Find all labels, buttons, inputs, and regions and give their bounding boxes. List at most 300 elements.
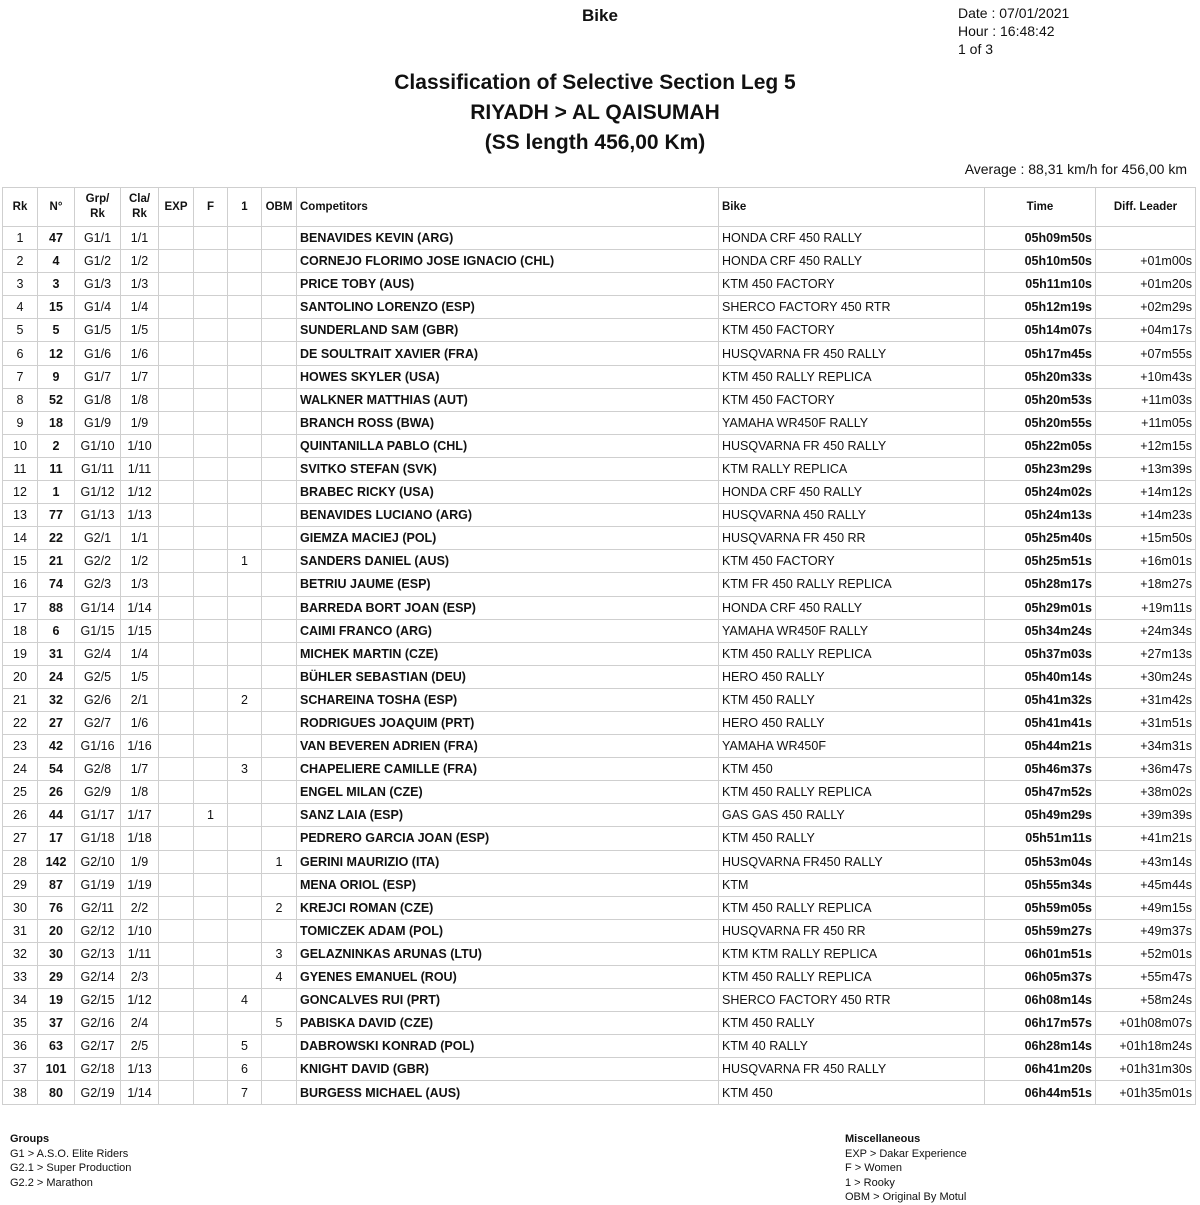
table-row bbox=[3, 573, 1196, 596]
competitor-cell: GYENES EMANUEL (ROU) bbox=[297, 966, 719, 989]
rank-cell: 28 bbox=[3, 850, 38, 873]
group-rank-cell: G1/1 bbox=[75, 227, 121, 250]
exp-cell bbox=[159, 827, 194, 850]
obm-cell bbox=[262, 227, 297, 250]
average-speed: Average : 88,31 km/h for 456,00 km bbox=[964, 161, 1187, 177]
rank-cell: 2 bbox=[3, 250, 38, 273]
exp-cell bbox=[159, 481, 194, 504]
diff-leader-cell: +15m50s bbox=[1096, 527, 1196, 550]
exp-cell bbox=[159, 989, 194, 1012]
number-cell: 9 bbox=[38, 365, 75, 388]
competitor-cell: SUNDERLAND SAM (GBR) bbox=[297, 319, 719, 342]
rooky-cell bbox=[228, 296, 262, 319]
table-row bbox=[3, 457, 1196, 480]
rank-cell: 17 bbox=[3, 596, 38, 619]
bike-cell: KTM 450 RALLY REPLICA bbox=[719, 896, 985, 919]
bike-cell: HUSQVARNA FR 450 RALLY bbox=[719, 342, 985, 365]
time-cell: 06h05m37s bbox=[985, 966, 1096, 989]
table-row bbox=[3, 273, 1196, 296]
competitor-cell: CAIMI FRANCO (ARG) bbox=[297, 619, 719, 642]
obm-cell bbox=[262, 1058, 297, 1081]
group-rank-cell: G2/13 bbox=[75, 942, 121, 965]
exp-cell bbox=[159, 1081, 194, 1104]
rank-cell: 6 bbox=[3, 342, 38, 365]
diff-leader-cell: +52m01s bbox=[1096, 942, 1196, 965]
group-rank-cell: G1/19 bbox=[75, 873, 121, 896]
table-row bbox=[3, 365, 1196, 388]
obm-cell bbox=[262, 342, 297, 365]
exp-cell bbox=[159, 781, 194, 804]
bike-cell: KTM 450 FACTORY bbox=[719, 319, 985, 342]
bike-cell: YAMAHA WR450F RALLY bbox=[719, 619, 985, 642]
rank-cell: 25 bbox=[3, 781, 38, 804]
rank-cell: 9 bbox=[3, 411, 38, 434]
diff-leader-cell: +11m05s bbox=[1096, 411, 1196, 434]
rooky-cell: 5 bbox=[228, 1035, 262, 1058]
title-line-2: RIYADH > AL QAISUMAH bbox=[470, 101, 720, 124]
group-rank-cell: G2/19 bbox=[75, 1081, 121, 1104]
group-rank-cell: G2/8 bbox=[75, 758, 121, 781]
bike-cell: HONDA CRF 450 RALLY bbox=[719, 481, 985, 504]
women-cell bbox=[194, 1081, 228, 1104]
bike-cell: HONDA CRF 450 RALLY bbox=[719, 250, 985, 273]
women-cell bbox=[194, 388, 228, 411]
title-line-1: Classification of Selective Section Leg 5 bbox=[394, 71, 796, 94]
table-row bbox=[3, 388, 1196, 411]
group-rank-cell: G2/4 bbox=[75, 642, 121, 665]
bike-cell: SHERCO FACTORY 450 RTR bbox=[719, 296, 985, 319]
class-rank-cell: 1/14 bbox=[121, 596, 159, 619]
time-cell: 06h28m14s bbox=[985, 1035, 1096, 1058]
competitor-cell: DE SOULTRAIT XAVIER (FRA) bbox=[297, 342, 719, 365]
table-row bbox=[3, 527, 1196, 550]
category-title: Bike bbox=[582, 6, 618, 25]
table-row bbox=[3, 434, 1196, 457]
women-cell bbox=[194, 1035, 228, 1058]
bike-cell: KTM RALLY REPLICA bbox=[719, 457, 985, 480]
time-cell: 05h40m14s bbox=[985, 665, 1096, 688]
obm-cell bbox=[262, 504, 297, 527]
number-cell: 24 bbox=[38, 665, 75, 688]
rank-cell: 10 bbox=[3, 434, 38, 457]
rooky-cell: 3 bbox=[228, 758, 262, 781]
competitor-cell: DABROWSKI KONRAD (POL) bbox=[297, 1035, 719, 1058]
class-rank-cell: 1/10 bbox=[121, 434, 159, 457]
number-cell: 31 bbox=[38, 642, 75, 665]
competitor-cell: VAN BEVEREN ADRIEN (FRA) bbox=[297, 735, 719, 758]
bike-cell: YAMAHA WR450F RALLY bbox=[719, 411, 985, 434]
class-rank-cell: 1/5 bbox=[121, 665, 159, 688]
competitor-cell: PABISKA DAVID (CZE) bbox=[297, 1012, 719, 1035]
class-rank-cell: 1/10 bbox=[121, 919, 159, 942]
time-cell: 05h20m53s bbox=[985, 388, 1096, 411]
competitor-cell: ENGEL MILAN (CZE) bbox=[297, 781, 719, 804]
obm-cell bbox=[262, 319, 297, 342]
misc-legend-item: F > Women bbox=[845, 1162, 902, 1175]
time-cell: 06h08m14s bbox=[985, 989, 1096, 1012]
bike-cell: HERO 450 RALLY bbox=[719, 711, 985, 734]
class-rank-cell: 1/16 bbox=[121, 735, 159, 758]
number-cell: 1 bbox=[38, 481, 75, 504]
competitor-cell: TOMICZEK ADAM (POL) bbox=[297, 919, 719, 942]
women-cell bbox=[194, 596, 228, 619]
class-rank-cell: 1/11 bbox=[121, 457, 159, 480]
number-cell: 77 bbox=[38, 504, 75, 527]
group-rank-cell: G2/12 bbox=[75, 919, 121, 942]
group-rank-cell: G1/16 bbox=[75, 735, 121, 758]
time-cell: 05h55m34s bbox=[985, 873, 1096, 896]
women-cell bbox=[194, 273, 228, 296]
obm-cell bbox=[262, 781, 297, 804]
col-header-rooky: 1 bbox=[228, 188, 262, 227]
women-cell bbox=[194, 619, 228, 642]
competitor-cell: KREJCI ROMAN (CZE) bbox=[297, 896, 719, 919]
rank-cell: 13 bbox=[3, 504, 38, 527]
table-row bbox=[3, 942, 1196, 965]
bike-cell: HUSQVARNA 450 RALLY bbox=[719, 504, 985, 527]
group-rank-cell: G1/11 bbox=[75, 457, 121, 480]
rooky-cell bbox=[228, 896, 262, 919]
bike-cell: HONDA CRF 450 RALLY bbox=[719, 596, 985, 619]
number-cell: 6 bbox=[38, 619, 75, 642]
bike-cell: KTM FR 450 RALLY REPLICA bbox=[719, 573, 985, 596]
table-row bbox=[3, 966, 1196, 989]
obm-cell bbox=[262, 1081, 297, 1104]
class-rank-cell: 1/6 bbox=[121, 342, 159, 365]
obm-cell bbox=[262, 642, 297, 665]
competitor-cell: SANTOLINO LORENZO (ESP) bbox=[297, 296, 719, 319]
rooky-cell bbox=[228, 504, 262, 527]
diff-leader-cell: +49m37s bbox=[1096, 919, 1196, 942]
rooky-cell bbox=[228, 273, 262, 296]
rooky-cell bbox=[228, 411, 262, 434]
rank-cell: 8 bbox=[3, 388, 38, 411]
time-cell: 05h22m05s bbox=[985, 434, 1096, 457]
diff-leader-cell: +31m42s bbox=[1096, 688, 1196, 711]
competitor-cell: SVITKO STEFAN (SVK) bbox=[297, 457, 719, 480]
number-cell: 15 bbox=[38, 296, 75, 319]
table-row bbox=[3, 1081, 1196, 1104]
competitor-cell: BRANCH ROSS (BWA) bbox=[297, 411, 719, 434]
group-rank-cell: G2/3 bbox=[75, 573, 121, 596]
competitor-cell: GONCALVES RUI (PRT) bbox=[297, 989, 719, 1012]
time-cell: 05h47m52s bbox=[985, 781, 1096, 804]
diff-leader-cell: +24m34s bbox=[1096, 619, 1196, 642]
group-rank-cell: G2/9 bbox=[75, 781, 121, 804]
time-cell: 05h59m05s bbox=[985, 896, 1096, 919]
rooky-cell bbox=[228, 966, 262, 989]
rank-cell: 26 bbox=[3, 804, 38, 827]
obm-cell bbox=[262, 735, 297, 758]
bike-cell: GAS GAS 450 RALLY bbox=[719, 804, 985, 827]
rooky-cell bbox=[228, 596, 262, 619]
rank-cell: 24 bbox=[3, 758, 38, 781]
rooky-cell bbox=[228, 642, 262, 665]
obm-cell bbox=[262, 527, 297, 550]
class-rank-cell: 1/8 bbox=[121, 388, 159, 411]
bike-cell: KTM 450 RALLY REPLICA bbox=[719, 642, 985, 665]
number-cell: 76 bbox=[38, 896, 75, 919]
time-cell: 05h25m51s bbox=[985, 550, 1096, 573]
exp-cell bbox=[159, 665, 194, 688]
exp-cell bbox=[159, 1058, 194, 1081]
misc-legend-title: Miscellaneous bbox=[845, 1133, 921, 1145]
obm-cell bbox=[262, 573, 297, 596]
table-row bbox=[3, 227, 1196, 250]
number-cell: 29 bbox=[38, 966, 75, 989]
class-rank-cell: 1/12 bbox=[121, 989, 159, 1012]
women-cell bbox=[194, 504, 228, 527]
time-cell: 05h24m02s bbox=[985, 481, 1096, 504]
page-number: 1 of 3 bbox=[958, 41, 994, 57]
class-rank-cell: 2/2 bbox=[121, 896, 159, 919]
misc-legend bbox=[845, 1132, 967, 1205]
bike-cell: YAMAHA WR450F bbox=[719, 735, 985, 758]
competitor-cell: QUINTANILLA PABLO (CHL) bbox=[297, 434, 719, 457]
group-rank-cell: G2/15 bbox=[75, 989, 121, 1012]
time-cell: 05h53m04s bbox=[985, 850, 1096, 873]
diff-leader-cell: +14m12s bbox=[1096, 481, 1196, 504]
group-rank-cell: G2/5 bbox=[75, 665, 121, 688]
obm-cell: 4 bbox=[262, 966, 297, 989]
bike-cell: KTM 450 RALLY bbox=[719, 688, 985, 711]
women-cell bbox=[194, 758, 228, 781]
obm-cell bbox=[262, 711, 297, 734]
competitor-cell: PEDRERO GARCIA JOAN (ESP) bbox=[297, 827, 719, 850]
group-rank-cell: G2/16 bbox=[75, 1012, 121, 1035]
exp-cell bbox=[159, 850, 194, 873]
group-rank-cell: G2/7 bbox=[75, 711, 121, 734]
rooky-cell bbox=[228, 942, 262, 965]
rooky-cell bbox=[228, 481, 262, 504]
women-cell bbox=[194, 711, 228, 734]
competitor-cell: KNIGHT DAVID (GBR) bbox=[297, 1058, 719, 1081]
competitor-cell: SCHAREINA TOSHA (ESP) bbox=[297, 688, 719, 711]
rank-cell: 11 bbox=[3, 457, 38, 480]
diff-leader-cell: +55m47s bbox=[1096, 966, 1196, 989]
number-cell: 42 bbox=[38, 735, 75, 758]
number-cell: 142 bbox=[38, 850, 75, 873]
group-rank-cell: G1/14 bbox=[75, 596, 121, 619]
women-cell bbox=[194, 411, 228, 434]
exp-cell bbox=[159, 365, 194, 388]
table-row bbox=[3, 342, 1196, 365]
obm-cell bbox=[262, 296, 297, 319]
diff-leader-cell: +01h08m07s bbox=[1096, 1012, 1196, 1035]
title-line-3: (SS length 456,00 Km) bbox=[484, 131, 706, 154]
number-cell: 30 bbox=[38, 942, 75, 965]
col-header-rank: Rk bbox=[3, 188, 38, 227]
number-cell: 21 bbox=[38, 550, 75, 573]
rooky-cell bbox=[228, 827, 262, 850]
obm-cell bbox=[262, 1035, 297, 1058]
competitor-cell: WALKNER MATTHIAS (AUT) bbox=[297, 388, 719, 411]
exp-cell bbox=[159, 596, 194, 619]
table-row bbox=[3, 781, 1196, 804]
diff-leader-cell: +02m29s bbox=[1096, 296, 1196, 319]
exp-cell bbox=[159, 919, 194, 942]
groups-legend-title: Groups bbox=[10, 1133, 50, 1145]
class-rank-cell: 1/4 bbox=[121, 296, 159, 319]
exp-cell bbox=[159, 966, 194, 989]
rank-cell: 37 bbox=[3, 1058, 38, 1081]
table-row bbox=[3, 711, 1196, 734]
rooky-cell: 6 bbox=[228, 1058, 262, 1081]
time-cell: 05h24m13s bbox=[985, 504, 1096, 527]
bike-cell: KTM 450 FACTORY bbox=[719, 388, 985, 411]
diff-leader-cell: +18m27s bbox=[1096, 573, 1196, 596]
exp-cell bbox=[159, 250, 194, 273]
obm-cell bbox=[262, 619, 297, 642]
group-rank-cell: G1/13 bbox=[75, 504, 121, 527]
class-rank-cell: 1/6 bbox=[121, 711, 159, 734]
diff-leader-cell: +30m24s bbox=[1096, 665, 1196, 688]
diff-leader-cell: +12m15s bbox=[1096, 434, 1196, 457]
women-cell bbox=[194, 434, 228, 457]
rank-cell: 29 bbox=[3, 873, 38, 896]
table-row bbox=[3, 1012, 1196, 1035]
rank-cell: 15 bbox=[3, 550, 38, 573]
table-row bbox=[3, 665, 1196, 688]
obm-cell: 1 bbox=[262, 850, 297, 873]
bike-cell: HUSQVARNA FR 450 RALLY bbox=[719, 1058, 985, 1081]
obm-cell bbox=[262, 388, 297, 411]
rooky-cell bbox=[228, 711, 262, 734]
women-cell bbox=[194, 688, 228, 711]
obm-cell bbox=[262, 688, 297, 711]
diff-leader-cell: +01h31m30s bbox=[1096, 1058, 1196, 1081]
number-cell: 18 bbox=[38, 411, 75, 434]
diff-leader-cell: +45m44s bbox=[1096, 873, 1196, 896]
bike-cell: HUSQVARNA FR 450 RALLY bbox=[719, 434, 985, 457]
exp-cell bbox=[159, 1012, 194, 1035]
col-header-obm: OBM bbox=[262, 188, 297, 227]
group-rank-cell: G1/15 bbox=[75, 619, 121, 642]
competitor-cell: BÜHLER SEBASTIAN (DEU) bbox=[297, 665, 719, 688]
exp-cell bbox=[159, 942, 194, 965]
time-cell: 05h41m32s bbox=[985, 688, 1096, 711]
competitor-cell: BETRIU JAUME (ESP) bbox=[297, 573, 719, 596]
bike-cell: KTM 450 bbox=[719, 758, 985, 781]
class-rank-cell: 1/1 bbox=[121, 227, 159, 250]
table-row bbox=[3, 850, 1196, 873]
bike-cell: HUSQVARNA FR 450 RR bbox=[719, 919, 985, 942]
class-rank-cell: 1/7 bbox=[121, 365, 159, 388]
time-cell: 05h25m40s bbox=[985, 527, 1096, 550]
number-cell: 12 bbox=[38, 342, 75, 365]
women-cell bbox=[194, 319, 228, 342]
exp-cell bbox=[159, 227, 194, 250]
group-rank-cell: G1/6 bbox=[75, 342, 121, 365]
number-cell: 11 bbox=[38, 457, 75, 480]
number-cell: 80 bbox=[38, 1081, 75, 1104]
table-row bbox=[3, 250, 1196, 273]
groups-legend-item: G2.1 > Super Production bbox=[10, 1162, 132, 1175]
women-cell: 1 bbox=[194, 804, 228, 827]
competitor-cell: GERINI MAURIZIO (ITA) bbox=[297, 850, 719, 873]
bike-cell: KTM 450 RALLY bbox=[719, 1012, 985, 1035]
obm-cell bbox=[262, 481, 297, 504]
col-header-time: Time bbox=[985, 188, 1096, 227]
classification-table bbox=[2, 187, 1196, 1105]
rooky-cell bbox=[228, 919, 262, 942]
class-rank-cell: 1/5 bbox=[121, 319, 159, 342]
rank-cell: 23 bbox=[3, 735, 38, 758]
rooky-cell bbox=[228, 850, 262, 873]
group-rank-cell: G1/8 bbox=[75, 388, 121, 411]
col-header-exp: EXP bbox=[159, 188, 194, 227]
competitor-cell: BENAVIDES LUCIANO (ARG) bbox=[297, 504, 719, 527]
diff-leader-cell: +04m17s bbox=[1096, 319, 1196, 342]
bike-cell: KTM 450 FACTORY bbox=[719, 273, 985, 296]
competitor-cell: BURGESS MICHAEL (AUS) bbox=[297, 1081, 719, 1104]
group-rank-cell: G1/3 bbox=[75, 273, 121, 296]
table-row bbox=[3, 504, 1196, 527]
time-cell: 05h37m03s bbox=[985, 642, 1096, 665]
women-cell bbox=[194, 989, 228, 1012]
competitor-cell: CORNEJO FLORIMO JOSE IGNACIO (CHL) bbox=[297, 250, 719, 273]
class-rank-cell: 1/2 bbox=[121, 250, 159, 273]
bike-cell: HUSQVARNA FR450 RALLY bbox=[719, 850, 985, 873]
obm-cell bbox=[262, 758, 297, 781]
exp-cell bbox=[159, 573, 194, 596]
time-cell: 06h01m51s bbox=[985, 942, 1096, 965]
rank-cell: 7 bbox=[3, 365, 38, 388]
diff-leader-cell: +14m23s bbox=[1096, 504, 1196, 527]
rank-cell: 3 bbox=[3, 273, 38, 296]
exp-cell bbox=[159, 434, 194, 457]
exp-cell bbox=[159, 688, 194, 711]
rooky-cell bbox=[228, 619, 262, 642]
time-cell: 05h12m19s bbox=[985, 296, 1096, 319]
time-cell: 05h17m45s bbox=[985, 342, 1096, 365]
number-cell: 88 bbox=[38, 596, 75, 619]
misc-legend-item: 1 > Rooky bbox=[845, 1176, 895, 1189]
table-row bbox=[3, 804, 1196, 827]
rooky-cell bbox=[228, 873, 262, 896]
rooky-cell bbox=[228, 665, 262, 688]
women-cell bbox=[194, 1058, 228, 1081]
rooky-cell bbox=[228, 250, 262, 273]
number-cell: 4 bbox=[38, 250, 75, 273]
competitor-cell: RODRIGUES JOAQUIM (PRT) bbox=[297, 711, 719, 734]
time-cell: 05h41m41s bbox=[985, 711, 1096, 734]
rank-cell: 35 bbox=[3, 1012, 38, 1035]
number-cell: 52 bbox=[38, 388, 75, 411]
time-cell: 05h44m21s bbox=[985, 735, 1096, 758]
rooky-cell bbox=[228, 365, 262, 388]
exp-cell bbox=[159, 619, 194, 642]
table-row bbox=[3, 873, 1196, 896]
women-cell bbox=[194, 919, 228, 942]
number-cell: 17 bbox=[38, 827, 75, 850]
rank-cell: 19 bbox=[3, 642, 38, 665]
group-rank-cell: G2/18 bbox=[75, 1058, 121, 1081]
rooky-cell bbox=[228, 319, 262, 342]
time-cell: 05h23m29s bbox=[985, 457, 1096, 480]
exp-cell bbox=[159, 873, 194, 896]
class-rank-cell: 1/7 bbox=[121, 758, 159, 781]
number-cell: 37 bbox=[38, 1012, 75, 1035]
women-cell bbox=[194, 873, 228, 896]
group-rank-cell: G2/2 bbox=[75, 550, 121, 573]
group-rank-cell: G1/9 bbox=[75, 411, 121, 434]
time-cell: 06h44m51s bbox=[985, 1081, 1096, 1104]
competitor-cell: HOWES SKYLER (USA) bbox=[297, 365, 719, 388]
competitor-cell: BRABEC RICKY (USA) bbox=[297, 481, 719, 504]
obm-cell bbox=[262, 873, 297, 896]
number-cell: 22 bbox=[38, 527, 75, 550]
